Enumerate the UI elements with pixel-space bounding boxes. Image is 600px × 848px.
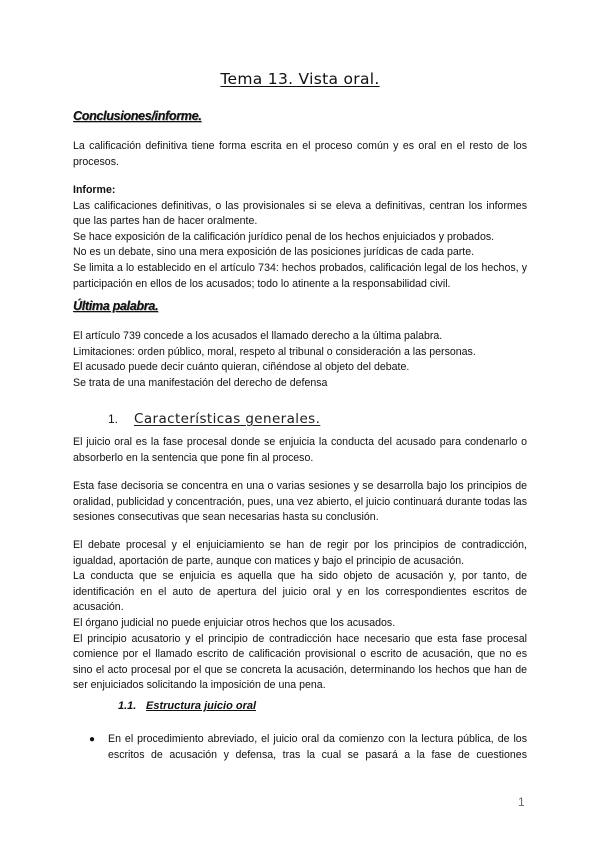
subheading-text: Estructura juicio oral (146, 700, 257, 712)
ultima-palabra-line: Limitaciones: orden público, moral, respeto al tribunal o consideración a las personas. (73, 345, 476, 358)
heading-caracteristicas (108, 402, 320, 430)
paragraph-fase-decisoria: Esta fase decisoria se concentra en una o varias sesiones y se desarrolla bajo los principios de oralidad, publicidad y concentración, pues, una vez abierto, el juicio continuará durante todas las sesiones consecutivas que sean necesarias hasta su conclusión. (73, 480, 527, 524)
debate-line: El órgano judicial no puede enjuiciar otros hechos que los acusados. (73, 616, 396, 629)
ultima-palabra-line: El artículo 739 concede a los acusados el llamado derecho a la última palabra. (73, 330, 443, 342)
informe-line: Se limita a lo establecido en el artículo 734: hechos probados, calificación legal de los hechos, y participación en ellos de los acusados; todo lo atinente a la responsabilidad civil. (73, 261, 527, 290)
bullet-icon: ● (89, 734, 96, 745)
ultima-palabra-block (73, 329, 527, 391)
informe-line: Se hace exposición de la calificación jurídico penal de los hechos enjuiciados y probados. (73, 230, 495, 243)
heading-estructura (118, 700, 256, 712)
debate-line: La conducta que se enjuicia es aquella que ha sido objeto de acusación y, por tanto, de identificación en el auto de apertura del juicio oral y en los correspondientes escritos de acusación. (73, 570, 527, 614)
paragraph-calificacion: La calificación definitiva tiene forma escrita en el proceso común y es oral en el resto de los procesos. (73, 140, 527, 168)
informe-line: Las calificaciones definitivas, o las provisionales si se eleva a definitivas, centran los informes que las partes han de hacer oralmente. (73, 199, 527, 228)
heading-ultima-palabra: Última palabra. (73, 299, 159, 313)
ultima-palabra-line: Se trata de una manifestación del derecho de defensa (73, 376, 328, 389)
paragraph-juicio-oral: El juicio oral es la fase procesal donde se enjuicia la conducta del acusado para condenarlo o absorberlo en la sentencia que pone fin al proceso. (73, 436, 527, 464)
page-number: 1 (518, 795, 525, 809)
informe-label: Informe: (73, 184, 116, 196)
heading-conclusiones: Conclusiones/informe. (73, 109, 202, 123)
heading-text: Características generales. (134, 411, 321, 427)
bullet-item: En el procedimiento abreviado, el juicio oral da comienzo con la lectura pública, de los escritos de acusación y defensa, tras la cual se pasará a la fase de cuestiones (108, 733, 527, 761)
document-title: Tema 13. Vista oral. (220, 70, 380, 88)
subheading-number: 1.1. (118, 700, 137, 712)
debate-line: El debate procesal y el enjuiciamiento se han de regir por los principios de contradicción, igualdad, aportación de parte, aunque con matices y bajo el principio de acusación. (73, 539, 527, 567)
ultima-palabra-line: El acusado puede decir cuánto quieran, ciñéndose al objeto del debate. (73, 361, 410, 374)
debate-block (73, 538, 527, 694)
informe-block (73, 183, 527, 292)
informe-line: No es un debate, sino una mera exposición de las posiciones jurídicas de cada parte. (73, 246, 475, 259)
debate-line: El principio acusatorio y el principio de contradicción hace necesario que esta fase procesal comience por el llamado escrito de calificación provisional o escrito de acusación, que no es sino el acto procesal por el que se concreta la acusación, determinando los hechos que han de ser enjuiciados solicitando la imposición de una pena. (73, 632, 527, 692)
heading-number: 1. (108, 412, 119, 426)
